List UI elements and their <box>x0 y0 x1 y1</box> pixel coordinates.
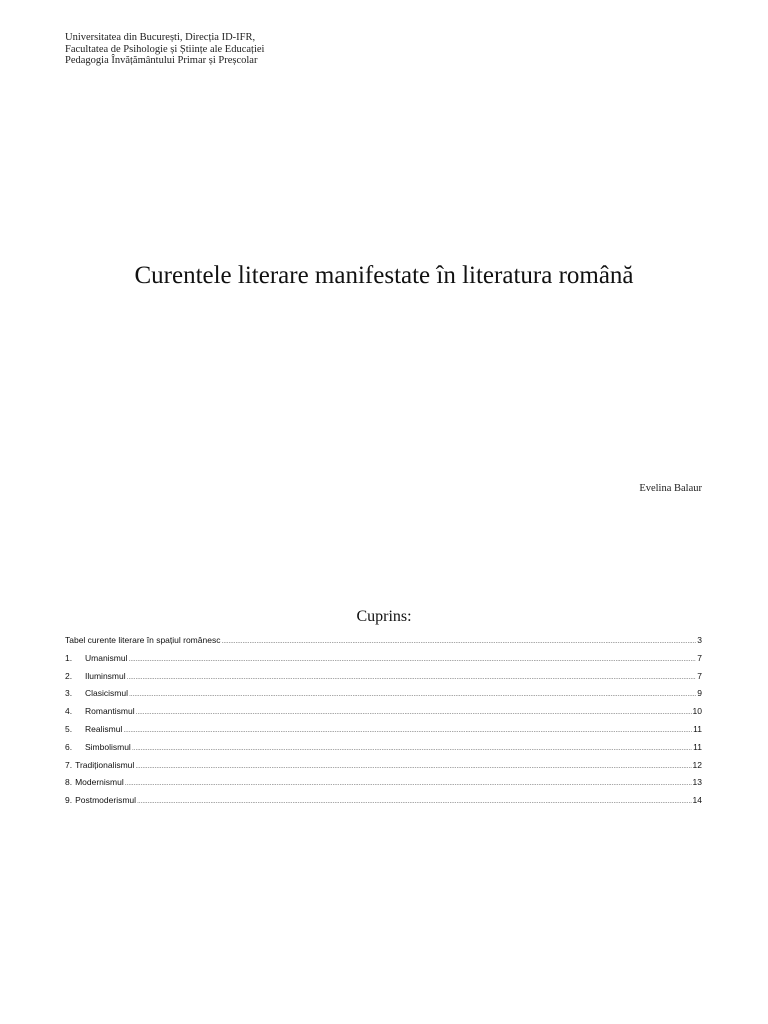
toc-dot-leader <box>132 740 692 758</box>
toc-entry-number: 5. <box>65 723 73 734</box>
toc-entry-page: 7 <box>697 670 702 681</box>
toc-entry-label: Postmoderismul <box>75 795 137 806</box>
toc-entry-page: 3 <box>697 635 702 645</box>
toc-entry-iluminismul[interactable] <box>65 668 702 686</box>
toc-entry-label: Tradiționalismul <box>75 759 135 770</box>
toc-entry-romantismul[interactable] <box>65 703 702 721</box>
author-name: Evelina Balaur <box>639 483 702 494</box>
toc-dot-leader <box>127 669 697 687</box>
toc-entry-page: 10 <box>692 706 702 717</box>
toc-entry-label: Simbolismul <box>85 741 131 752</box>
toc-dot-leader <box>125 775 692 793</box>
toc-entry-label: Romantismul <box>85 706 135 717</box>
header-line-program: Pedagogia Învățământului Primar și Preșcolar <box>65 55 258 66</box>
toc-entry-number: 1. <box>65 652 73 663</box>
toc-dot-leader <box>129 686 696 704</box>
toc-entry-number: 4. <box>65 706 73 717</box>
toc-entry-simbolismul[interactable] <box>65 739 702 757</box>
header-line-faculty: Facultatea de Psihologie și Științe ale Educației <box>65 43 265 55</box>
toc-entry-label: Tabel curente literare în spațiul românesc <box>65 635 221 645</box>
toc-dot-leader <box>221 633 696 651</box>
toc-entry-traditionalismul[interactable] <box>65 757 702 775</box>
toc-entry-label: Clasicismul <box>85 688 128 699</box>
toc-entry-number: 7. <box>65 759 73 770</box>
header-line-university: Universitatea din București, Direcția ID-IFR, <box>65 32 256 43</box>
toc-entry-clasicismul[interactable] <box>65 685 702 703</box>
toc-dot-leader <box>136 704 692 722</box>
toc-heading: Cuprins: <box>356 608 412 625</box>
toc-entry-page: 11 <box>693 723 702 734</box>
toc-entry-page: 9 <box>697 688 702 699</box>
toc-entry-realismul[interactable] <box>65 721 702 739</box>
table-of-contents <box>65 632 702 810</box>
toc-entry-number: 6. <box>65 741 73 752</box>
toc-entry-page: 12 <box>692 759 702 770</box>
toc-entry-page: 11 <box>693 741 702 752</box>
toc-entry-number: 2. <box>65 670 73 681</box>
toc-entry-number: 3. <box>65 688 73 699</box>
toc-entry-number: 9. <box>65 795 73 806</box>
toc-entry-tabel[interactable] <box>65 632 702 650</box>
toc-entry-umanismul[interactable] <box>65 650 702 668</box>
toc-entry-postmodernismul[interactable] <box>65 792 702 810</box>
toc-entry-page: 13 <box>692 777 702 788</box>
toc-entry-number: 8. <box>65 777 73 788</box>
toc-entry-label: Realismul <box>85 723 123 734</box>
toc-entry-label: Modernismul <box>75 777 124 788</box>
toc-dot-leader <box>137 793 692 811</box>
institution-header <box>65 32 264 67</box>
toc-dot-leader <box>135 758 691 776</box>
toc-entry-label: Umanismul <box>85 652 128 663</box>
toc-dot-leader <box>123 722 692 740</box>
toc-entry-page: 14 <box>692 795 702 806</box>
document-title: Curentele literare manifestate în literatura română <box>134 262 634 289</box>
toc-entry-page: 7 <box>697 652 702 663</box>
toc-entry-modernismul[interactable] <box>65 774 702 792</box>
toc-entry-label: Iluminsmul <box>85 670 126 681</box>
toc-dot-leader <box>129 651 697 669</box>
